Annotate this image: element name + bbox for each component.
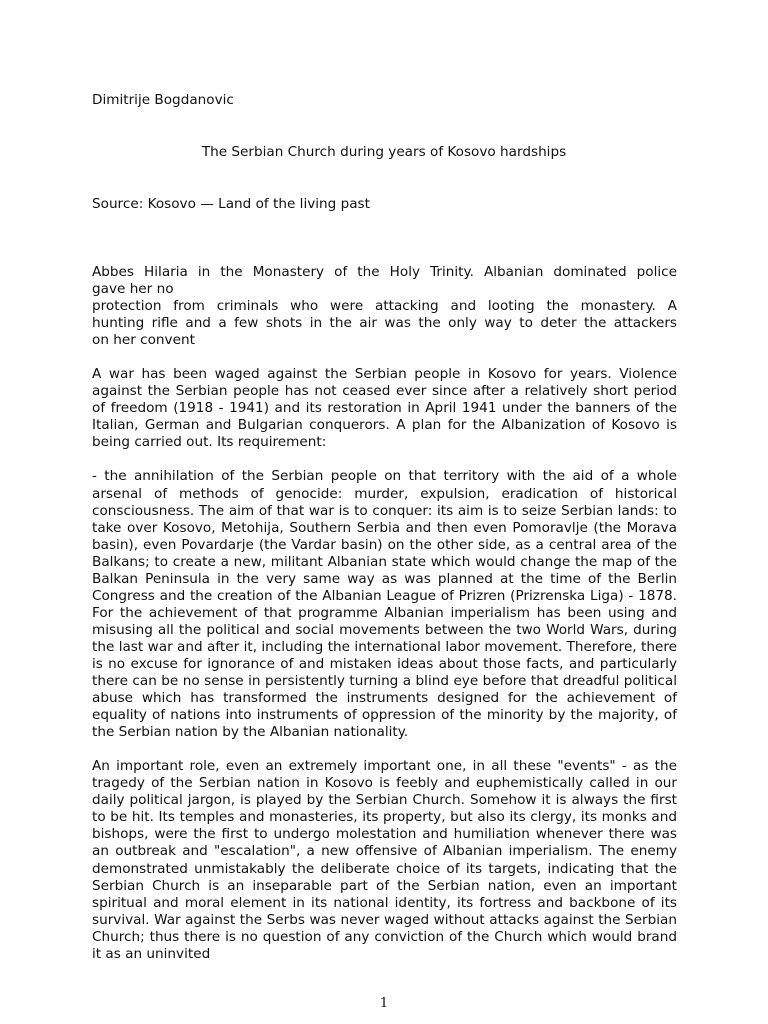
body-paragraph: A war has been waged against the Serbian people in Kosovo for years. Violence against the Serbian people has not ceased ever since after a relatively short period of freedom (1918 - 1941) and its restoration in April 1941 under the banners of the Italian, German and Bulgarian conquerors. A plan for the Albanization of Kosovo is being carried out. Its requirement: <box>92 366 677 451</box>
document-title: The Serbian Church during years of Kosovo hardships <box>201 144 567 160</box>
photo-caption-paragraph <box>92 264 677 349</box>
caption-line: protection from criminals who were attacking and looting the monastery. A <box>92 298 677 315</box>
body-paragraph: An important role, even an extremely important one, in all these "events" - as the tragedy of the Serbian nation in Kosovo is feebly and euphemistically called in our daily political jargon, is played by the Serbian Church. Somehow it is always the first to be hit. Its temples and monasteries, its property, but also its clergy, its monks and bishops, were the first to undergo molestation and humiliation whenever there was an outbreak and "escalation", a new offensive of Albanian imperialism. The enemy demonstrated unmistakably the deliberate choice of its targets, indicating that the Serbian Church is an inseparable part of the Serbian nation, even an important spiritual and moral element in its national identity, its fortress and backbone of its survival. War against the Serbs was never waged without attacks against the Serbian Church; thus there is no question of any conviction of the Church which would brand it as an uninvited <box>92 758 677 962</box>
document-body <box>92 264 677 980</box>
author-name: Dimitrije Bogdanovic <box>92 92 234 108</box>
body-paragraph: - the annihilation of the Serbian people on that territory with the aid of a whole arsenal of methods of genocide: murder, expulsion, eradication of historical consciousness. The aim of that war is to conquer: its aim is to seize Serbian lands: to take over Kosovo, Metohija, Southern Serbia and then even Pomoravlje (the Morava basin), even Povardarje (the Vardar basin) on the other side, as a central area of the Balkans; to create a new, militant Albanian state which would change the map of the Balkan Peninsula in the very same way as was planned at the time of the Berlin Congress and the creation of the Albanian League of Prizren (Prizrenska Liga) - 1878. For the achievement of that programme Albanian imperialism has been using and misusing all the political and social movements between the two World Wars, during the last war and after it, including the international labor movement. Therefore, there is no excuse for ignorance of and mistaken ideas about those facts, and particularly there can be no sense in persistently turning a blind eye before that dreadful political abuse which has transformed the instruments designed for the achievement of equality of nations into instruments of oppression of the minority by the majority, of the Serbian nation by the Albanian nationality. <box>92 468 677 741</box>
caption-line: Abbes Hilaria in the Monastery of the Holy Trinity. Albanian dominated police <box>92 264 677 280</box>
page-number: 1 <box>379 996 389 1011</box>
caption-line: gave her no <box>92 281 174 298</box>
source-line: Source: Kosovo — Land of the living past <box>92 196 370 212</box>
caption-line: hunting rifle and a few shots in the air was the only way to deter the attackers <box>92 315 677 332</box>
caption-line: on her convent <box>92 332 195 349</box>
